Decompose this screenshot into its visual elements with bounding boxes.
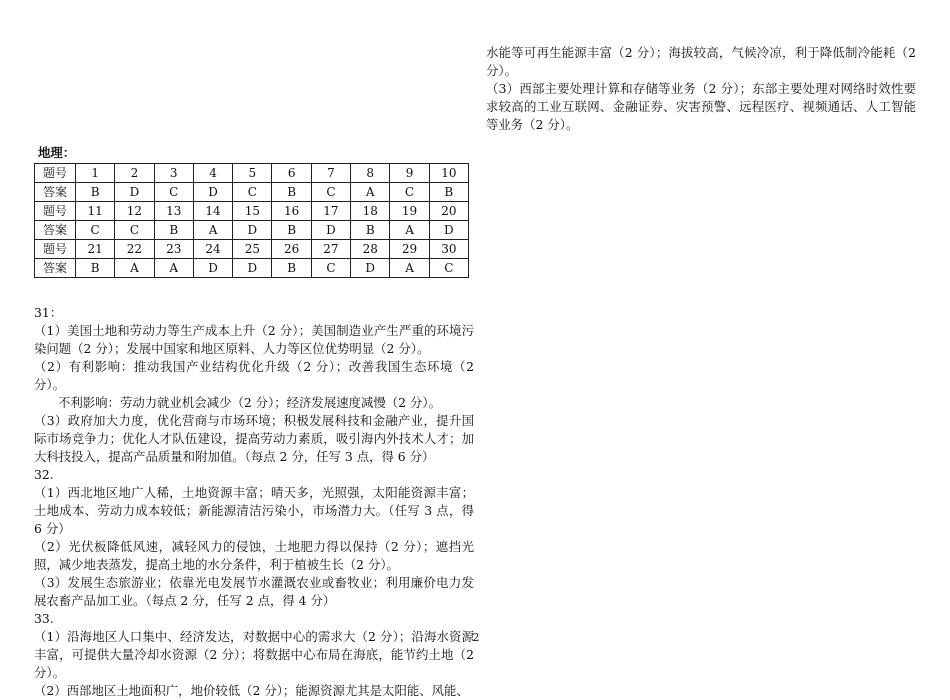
question-number-cell: 12	[115, 202, 154, 221]
answer-cell: B	[272, 221, 311, 240]
q32-part-3: （3）发展生态旅游业；依靠光电发展节水灌溉农业或畜牧业；利用廉价电力发展农畜产品加工业。（每点 2 分，任写 2 点，得 4 分）	[34, 575, 474, 608]
answer-cell: C	[115, 221, 154, 240]
question-number-cell: 29	[390, 240, 429, 259]
answer-cell: D	[351, 259, 390, 278]
row-label-answer: 答案	[35, 259, 76, 278]
answer-cell: A	[115, 259, 154, 278]
answer-cell: B	[76, 183, 115, 202]
question-number-cell: 6	[272, 164, 311, 183]
answer-cell: B	[154, 221, 193, 240]
question-number-cell: 13	[154, 202, 193, 221]
question-number-cell: 1	[76, 164, 115, 183]
q31-part-1: （1）美国土地和劳动力等生产成本上升（2 分）；美国制造业产生严重的环境污染问题（2 分）；发展中国家和地区原料、人力等区位优势明显（2 分）。	[34, 323, 474, 356]
answer-cell: C	[390, 183, 429, 202]
question-number-cell: 25	[233, 240, 272, 259]
answer-cell: C	[233, 183, 272, 202]
answer-cell: C	[311, 183, 350, 202]
question-number-cell: 21	[76, 240, 115, 259]
row-label-question: 题号	[35, 202, 76, 221]
row-label-question: 题号	[35, 240, 76, 259]
question-number-cell: 2	[115, 164, 154, 183]
page-number: 2	[472, 631, 480, 644]
answer-row	[35, 259, 469, 278]
question-number-cell: 8	[351, 164, 390, 183]
answer-cell: B	[351, 221, 390, 240]
answer-cell: D	[115, 183, 154, 202]
q31-part-2-negative: 不利影响：劳动力就业机会减少（2 分）；经济发展速度减慢（2 分）。	[58, 395, 441, 410]
right-column	[486, 44, 916, 134]
answer-cell: A	[390, 221, 429, 240]
question-number-cell: 16	[272, 202, 311, 221]
question-number-row	[35, 202, 469, 221]
q31-number: 31：	[34, 305, 63, 320]
answer-cell: B	[429, 183, 468, 202]
answer-cell: D	[429, 221, 468, 240]
left-column	[34, 144, 474, 700]
answer-cell: C	[429, 259, 468, 278]
row-label-answer: 答案	[35, 183, 76, 202]
answer-cell: D	[233, 221, 272, 240]
question-number-cell: 11	[76, 202, 115, 221]
answer-cell: C	[311, 259, 350, 278]
question-number-row	[35, 164, 469, 183]
question-number-cell: 27	[311, 240, 350, 259]
q32-part-1: （1）西北地区地广人稀，土地资源丰富；晴天多，光照强，太阳能资源丰富；土地成本、劳动力成本较低；新能源清洁污染小，市场潜力大。（任写 3 点，得 6 分）	[34, 485, 474, 536]
answer-cell: A	[193, 221, 232, 240]
question-number-cell: 10	[429, 164, 468, 183]
question-number-row	[35, 240, 469, 259]
answer-cell: D	[311, 221, 350, 240]
q33-number: 33.	[34, 611, 54, 626]
answers-body	[34, 304, 474, 700]
question-number-cell: 24	[193, 240, 232, 259]
answer-cell: C	[76, 221, 115, 240]
question-number-cell: 20	[429, 202, 468, 221]
answer-cell: B	[76, 259, 115, 278]
question-number-cell: 23	[154, 240, 193, 259]
question-number-cell: 30	[429, 240, 468, 259]
question-number-cell: 3	[154, 164, 193, 183]
question-number-cell: 5	[233, 164, 272, 183]
q33-part-2: （2）西部地区土地面积广，地价较低（2 分）；能源资源尤其是太阳能、风能、	[34, 683, 469, 698]
question-number-cell: 14	[193, 202, 232, 221]
question-number-cell: 9	[390, 164, 429, 183]
answer-cell: A	[351, 183, 390, 202]
question-number-cell: 26	[272, 240, 311, 259]
q31-part-3: （3）政府加大力度，优化营商与市场环境；积极发展科技和金融产业，提升国际市场竞争力；优化人才队伍建设，提高劳动力素质，吸引海内外技术人才；加大科技投入，提高产品质量和附加值。（每点 2 分，任写 3 点，得 6 分）	[34, 413, 474, 464]
answer-cell: D	[233, 259, 272, 278]
question-number-cell: 15	[233, 202, 272, 221]
question-number-cell: 18	[351, 202, 390, 221]
row-label-question: 题号	[35, 164, 76, 183]
question-number-cell: 17	[311, 202, 350, 221]
question-number-cell: 28	[351, 240, 390, 259]
geography-title: 地理：	[38, 145, 76, 160]
answer-cell: B	[272, 183, 311, 202]
answer-cell: D	[193, 259, 232, 278]
answer-row	[35, 183, 469, 202]
row-label-answer: 答案	[35, 221, 76, 240]
answer-cell: A	[154, 259, 193, 278]
answer-33-part-3: （3）西部主要处理计算和存储等业务（2 分）；东部主要处理对网络时效性要求较高的工业互联网、金融证券、灾害预警、远程医疗、视频通话、人工智能等业务（2 分）。	[486, 81, 916, 132]
question-number-cell: 22	[115, 240, 154, 259]
answer-cell: B	[272, 259, 311, 278]
question-number-cell: 19	[390, 202, 429, 221]
answer-table	[34, 163, 469, 278]
q32-number: 32.	[34, 467, 54, 482]
question-number-cell: 7	[311, 164, 350, 183]
answer-cell: C	[154, 183, 193, 202]
answer-cell: D	[193, 183, 232, 202]
question-number-cell: 4	[193, 164, 232, 183]
answer-33-continuation: 水能等可再生能源丰富（2 分）；海拔较高，气候冷凉，利于降低制冷能耗（2 分）。	[486, 45, 916, 78]
q31-part-2-positive: （2）有利影响：推动我国产业结构优化升级（2 分）；改善我国生态环境（2 分）。	[34, 359, 474, 392]
answer-cell: A	[390, 259, 429, 278]
answer-row	[35, 221, 469, 240]
q33-part-1: （1）沿海地区人口集中、经济发达，对数据中心的需求大（2 分）；沿海水资源丰富，可提供大量冷却水资源（2 分）；将数据中心布局在海底，能节约土地（2 分）。	[34, 629, 474, 680]
q32-part-2: （2）光伏板降低风速，减轻风力的侵蚀，土地肥力得以保持（2 分）；遮挡光照，减少地表蒸发，提高土地的水分条件，利于植被生长（2 分）。	[34, 539, 474, 572]
